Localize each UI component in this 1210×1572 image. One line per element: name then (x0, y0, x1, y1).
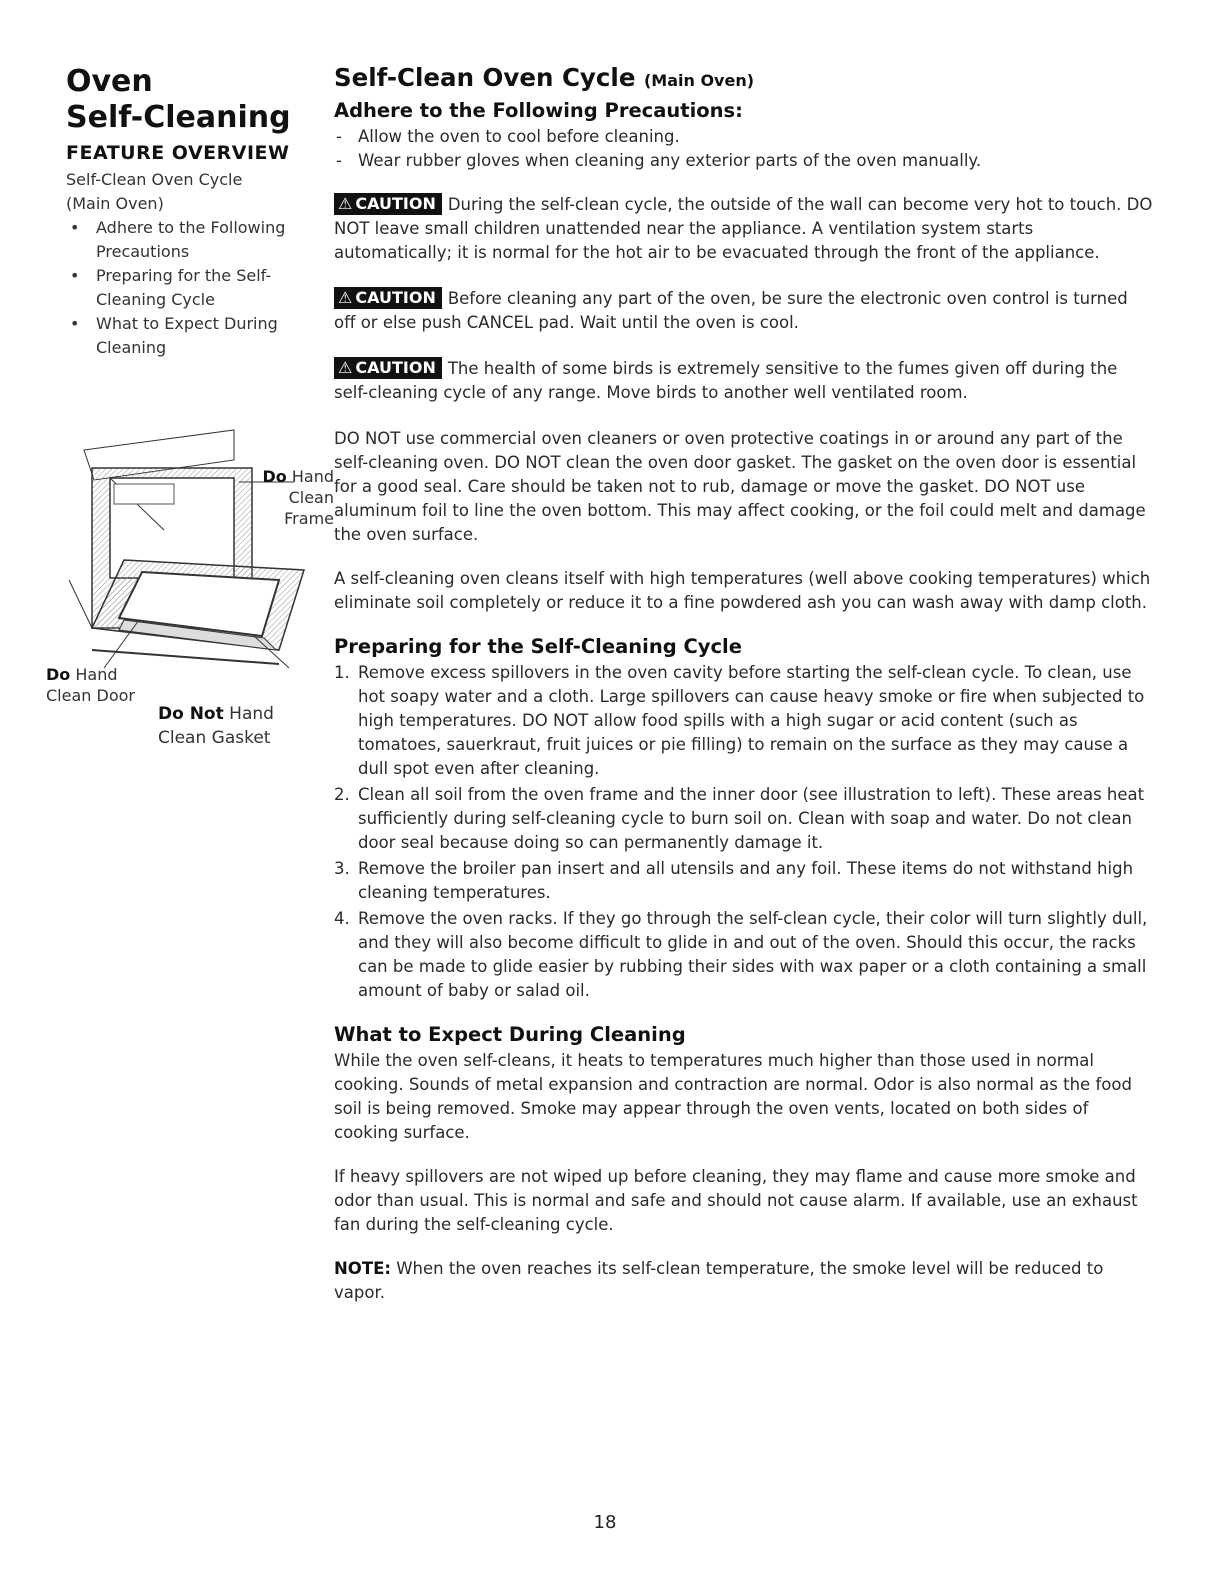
label-door (46, 664, 135, 706)
overview-item-line2: Cleaning (96, 338, 167, 357)
step-text: Remove the broiler pan insert and all utensils and any foil. These items do not withstand high cleaning temperatures. (358, 859, 1134, 902)
label-door-text2: Clean Door (46, 686, 135, 705)
warning-icon: ⚠ (338, 358, 353, 377)
step-item (334, 907, 1154, 1003)
overview-list (66, 216, 316, 360)
warning-icon: ⚠ (338, 288, 353, 307)
overview-item-line2: Cleaning Cycle (96, 290, 215, 309)
label-door-bold: Do (46, 665, 71, 684)
page-number: 18 (593, 1512, 617, 1533)
note-paragraph (334, 1257, 1154, 1305)
label-gasket-text2: Clean Gasket (158, 728, 271, 748)
precaution-item: - Wear rubber gloves when cleaning any exterior parts of the oven manually. (334, 149, 1154, 173)
section-title-text: Self-Clean Oven Cycle (334, 63, 636, 92)
caution-badge (334, 357, 442, 379)
warning-icon: ⚠ (338, 194, 353, 213)
step-text: Remove the oven racks. If they go through the self-clean cycle, their color will turn slightly dull, and they will also become difficult to glide in and out of the oven. Should this occur, the racks can be made to glide easier by rubbing their sides with wax paper or a cloth containing a small amount of baby or salad oil. (358, 909, 1148, 1000)
step-number: 1. (334, 663, 350, 682)
expect-heading: What to Expect During Cleaning (334, 1023, 686, 1046)
caution-block (334, 357, 1154, 405)
body-paragraph: DO NOT use commercial oven cleaners or oven protective coatings in or around any part of the self-cleaning oven. DO NOT clean the oven door gasket. The gasket on the oven door is essential for a good seal. Care should be taken not to rub, damage or move the gasket. DO NOT use aluminum foil to line the oven bottom. This may affect cooking, or the foil could melt and damage the oven surface. (334, 429, 1146, 544)
sidebar (66, 64, 316, 360)
preparing-steps (334, 661, 1154, 1003)
feature-overview-heading: FEATURE OVERVIEW (66, 142, 290, 164)
overview-subtitle-line1: Self-Clean Oven Cycle (66, 170, 243, 189)
oven-illustration (40, 420, 340, 760)
overview-item (66, 216, 316, 264)
caution-text: During the self-clean cycle, the outside of the wall can become very hot to touch. DO NOT leave small children unattended near the appliance. A ventilation system starts automatically; it is normal for the hot air to be evacuated through the front of the appliance. (334, 195, 1153, 262)
step-item (334, 661, 1154, 781)
caution-badge (334, 287, 442, 309)
label-door-text1: Hand (75, 665, 118, 684)
step-item (334, 857, 1154, 905)
label-frame-text2: Clean (288, 488, 334, 507)
step-number: 3. (334, 859, 350, 878)
overview-item (66, 264, 316, 312)
overview-item (66, 312, 316, 360)
label-frame (254, 466, 334, 529)
note-label: NOTE: (334, 1259, 391, 1278)
precautions-list (334, 125, 1154, 173)
label-frame-text1: Hand (291, 467, 334, 486)
step-text: Remove excess spillovers in the oven cavity before starting the self-clean cycle. To clean, use hot soapy water and a cloth. Large spillovers can cause heavy smoke or fire when subjected to high temperatures. DO NOT allow food spills with a high sugar or acid content (such as tomatoes, sauerkraut, fruit juices or pie filling) to remain on the surface as they may cause a dull spot even after cleaning. (358, 663, 1145, 778)
caution-text: The health of some birds is extremely sensitive to the fumes given off during the self-cleaning cycle of any range. Move birds to another well ventilated room. (334, 359, 1118, 402)
step-number: 4. (334, 909, 350, 928)
caution-label: CAUTION (355, 288, 436, 307)
overview-subtitle (66, 168, 316, 216)
overview-subtitle-line2: (Main Oven) (66, 194, 164, 213)
body-paragraph: A self-cleaning oven cleans itself with high temperatures (well above cooking temperatures) which eliminate soil completely or reduce it to a fine powdered ash you can wash away with damp cloth. (334, 569, 1151, 612)
section-title-suffix: (Main Oven) (643, 71, 755, 90)
precaution-item: - Allow the oven to cool before cleaning. (334, 125, 1154, 149)
overview-item-line1: Adhere to the Following (96, 218, 286, 237)
overview-item-line1: What to Expect During (96, 314, 278, 333)
overview-item-line2: Precautions (96, 242, 190, 261)
caution-block (334, 193, 1154, 265)
page-title-line2: Self-Cleaning (66, 100, 291, 135)
label-frame-text3: Frame (284, 509, 334, 528)
caution-text: Before cleaning any part of the oven, be sure the electronic oven control is turned off or else push CANCEL pad. Wait until the oven is cool. (334, 289, 1128, 332)
page-title (66, 64, 316, 136)
oven-drawing (64, 420, 334, 670)
precautions-heading: Adhere to the Following Precautions: (334, 99, 743, 122)
body-paragraph: If heavy spillovers are not wiped up before cleaning, they may flame and cause more smoke and odor than usual. This is normal and safe and should not cause alarm. If available, use an exhaust fan during the self-cleaning cycle. (334, 1167, 1138, 1234)
step-number: 2. (334, 785, 350, 804)
caution-label: CAUTION (355, 358, 436, 377)
section-title (334, 62, 1154, 97)
caution-label: CAUTION (355, 194, 436, 213)
note-text: When the oven reaches its self-clean temperature, the smoke level will be reduced to vapor. (334, 1259, 1104, 1302)
step-item (334, 783, 1154, 855)
label-frame-bold: Do (262, 467, 287, 486)
preparing-heading: Preparing for the Self-Cleaning Cycle (334, 635, 742, 658)
caution-block (334, 287, 1154, 335)
label-gasket-bold: Do Not (158, 704, 224, 724)
step-text: Clean all soil from the oven frame and the inner door (see illustration to left). These areas heat sufficiently during self-cleaning cycle to burn soil on. Clean with soap and water. Do not clean door seal because doing so can permanently damage it. (358, 785, 1145, 852)
body-paragraph: While the oven self-cleans, it heats to temperatures much higher than those used in normal cooking. Sounds of metal expansion and contraction are normal. Odor is also normal as the food soil is being removed. Smoke may appear through the oven vents, located on both sides of cooking surface. (334, 1051, 1132, 1142)
label-gasket-text1: Hand (229, 704, 274, 724)
main-content (334, 62, 1154, 1305)
overview-item-line1: Preparing for the Self- (96, 266, 272, 285)
caution-badge (334, 193, 442, 215)
label-gasket (158, 702, 274, 750)
page-title-line1: Oven (66, 64, 153, 99)
